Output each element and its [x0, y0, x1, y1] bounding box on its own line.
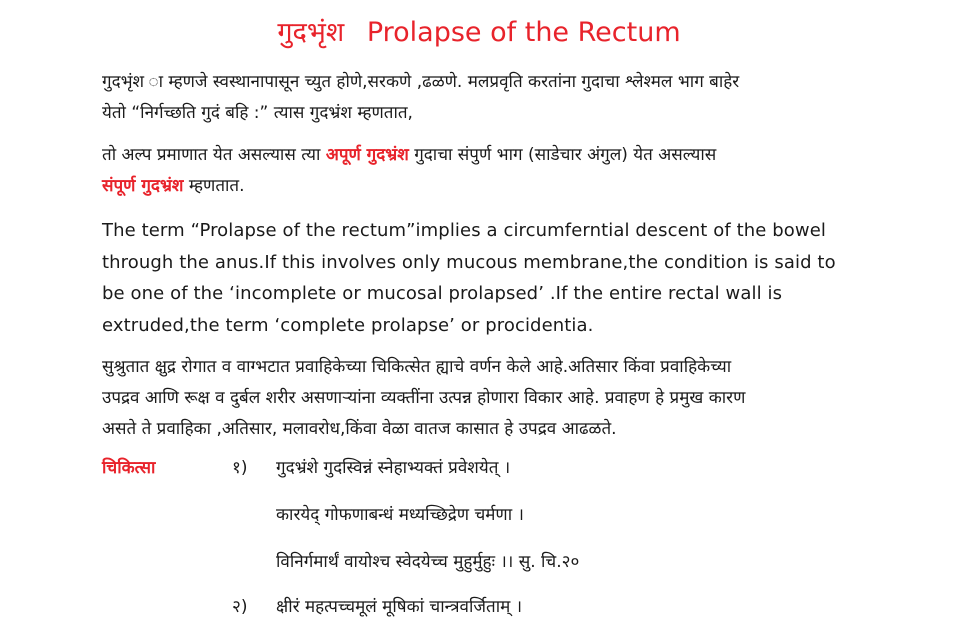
paragraph-line: येतो “निर्गच्छति गुदं बहि :” त्यास गुदभ्रंश म्हणतात,: [102, 103, 413, 123]
paragraph-english-definition: [102, 215, 852, 341]
text-span: तो अल्प प्रमाणात येत असल्यास त्या: [102, 145, 326, 165]
paragraph-references: [102, 352, 852, 445]
verse-number: १): [232, 458, 248, 478]
paragraph-line: सुश्रुतात क्षुद्र रोगात व वाग्भटात प्रवाहिकेच्या चिकित्सेत ह्याचे वर्णन केले आहे.अतिसार किंवा प्रवाहिकेच्या: [102, 357, 732, 377]
verse-line: क्षीरं महत्पच्चमूलं मूषिकां चान्त्रवर्जिताम् ।: [276, 597, 523, 617]
paragraph-line: उपद्रव आणि रूक्ष व दुर्बल शरीर असणाऱ्यांना व्यक्तींना उत्पन्न होणारा विकार आहे. प्रवाहण हे प्रमुख कारण: [102, 388, 746, 408]
text-span: गुदाचा संपुर्ण भाग (साडेचार अंगुल) येत असल्यास: [408, 145, 717, 165]
term-complete-prolapse: संपूर्ण गुदभ्रंश: [102, 176, 184, 196]
paragraph-definition: [102, 67, 852, 129]
verse-line: गुदभ्रंशे गुदस्विन्नं स्नेहाभ्यक्तं प्रवेशयेत् ।: [276, 458, 511, 478]
text-span: म्हणतात.: [183, 176, 245, 196]
paragraph-line: [102, 140, 852, 171]
paragraph-line: through the anus.If this involves only mucous membrane,the condition is said to: [102, 251, 836, 273]
paragraph-line: be one of the ‘incomplete or mucosal prolapsed’ .If the entire rectal wall is: [102, 283, 783, 304]
paragraph-line: गुदभृंश ा म्हणजे स्वस्थानापासून च्युत होणे,सरकणे ,ढळणे. मलप्रवृति करतांना गुदाचा श्लेश्मल भाग बाहेर: [102, 72, 740, 92]
verse-number: २): [232, 597, 248, 617]
paragraph-line: The term “Prolapse of the rectum”implies a circumferntial descent of the bowel: [102, 220, 827, 241]
treatment-heading: चिकित्सा: [102, 458, 156, 478]
paragraph-line: [102, 171, 852, 202]
term-incomplete-prolapse: अपूर्ण गुदभ्रंश: [325, 145, 409, 165]
title-english: Prolapse of the Rectum: [366, 17, 681, 48]
title-marathi: गुदभृंश: [277, 17, 345, 48]
paragraph-types: [102, 140, 852, 202]
paragraph-line: extruded,the term ‘complete prolapse’ or procidentia.: [102, 314, 594, 336]
paragraph-line: असते ते प्रवाहिका ,अतिसार, मलावरोध,किंवा वेळा वातज कासात हे उपद्रव आढळते.: [102, 419, 617, 439]
verse-line: विनिर्गमार्थं वायोश्च स्वेदयेच्च मुहुर्मुहुः ।। सु. चि.२०: [276, 552, 580, 572]
verse-line: कारयेद् गोफणाबन्धं मध्यच्छिद्रेण चर्मणा ।: [276, 505, 524, 525]
page-title: [0, 12, 958, 49]
